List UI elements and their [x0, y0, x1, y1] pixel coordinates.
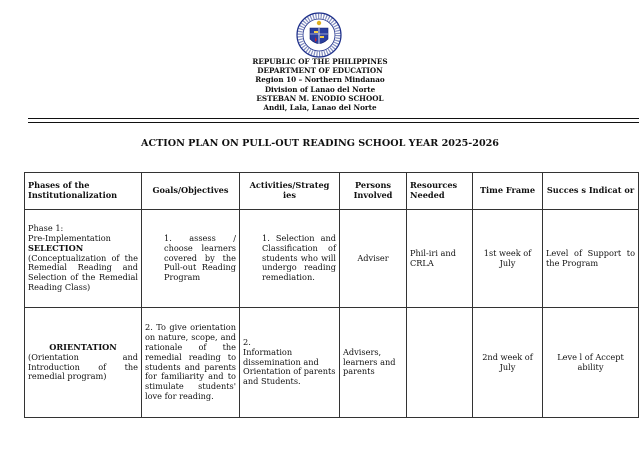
cell-indicator: Level of Support to the Program: [543, 210, 639, 308]
activity-text: Information dissemination and Orientation of parents and Students.: [243, 346, 336, 387]
header-school: ESTEBAN M. ENODIO SCHOOL: [256, 93, 384, 103]
cell-resources: Phil-iri and CRLA: [407, 210, 473, 308]
col-activities: Activities/Strateg ies: [240, 173, 340, 210]
cell-activity: [240, 308, 340, 418]
page-title: ACTION PLAN ON PULL-OUT READING SCHOOL YEAR 2025-2026: [141, 138, 499, 149]
phase-stage: Pre-Implementation: [28, 233, 111, 243]
phase-title: ORIENTATION: [49, 341, 117, 352]
col-persons: Persons Involved: [340, 173, 407, 210]
col-phases: Phases of the Institutionalization: [25, 173, 142, 210]
phase-number: Phase 1:: [28, 223, 64, 234]
header-divider-bottom: [28, 122, 639, 123]
cell-goal: 2. To give orientation on nature, scope, and rationale of the remedial reading to students and parents for familiarity and to stimulate students' love for reading.: [142, 308, 240, 418]
col-resources: Resources Needed: [407, 173, 473, 210]
cell-time: 2nd week of July: [473, 308, 543, 418]
letterhead: [0, 57, 640, 112]
deped-seal-icon: [296, 12, 342, 58]
header-division: Division of Lanao del Norte: [264, 84, 376, 94]
activity-number: 2.: [243, 337, 251, 347]
header-address: Andil, Lala, Lanao del Norte: [263, 103, 377, 113]
cell-persons: Adviser: [340, 210, 407, 308]
cell-persons: Advisers, learners and parents: [340, 308, 407, 418]
header-department: DEPARTMENT OF EDUCATION: [257, 66, 383, 76]
cell-resources: [407, 308, 473, 418]
header-region: Region 10 – Northern Mindanao: [255, 75, 385, 85]
table-row: [25, 210, 639, 308]
header-republic: REPUBLIC OF THE PHILIPPINES: [252, 57, 388, 66]
table-header-row: [25, 173, 639, 210]
col-time: Time Frame: [473, 173, 543, 210]
cell-goal: 1. assess / choose learners covered by the Pull-out Reading Program: [142, 210, 240, 308]
col-indicator: Succes s Indicat or: [543, 173, 639, 210]
cell-phase: [25, 210, 142, 308]
header-divider-top: [28, 118, 639, 119]
phase-description: (Orientation and Introduction of the remedial program): [28, 351, 138, 382]
cell-activity: 1. Selection and Classification of students who will undergo reading remediation.: [240, 210, 340, 308]
phase-title: SELECTION: [28, 242, 84, 253]
action-plan-table: [24, 172, 639, 418]
table-row: [25, 308, 639, 418]
col-goals: Goals/Objectives: [142, 173, 240, 210]
cell-phase: [25, 308, 142, 418]
phase-description: (Conceptualization of the Remedial Reading and Selection of the Remedial Reading Class): [28, 252, 138, 292]
cell-indicator: Leve l of Accept ability: [543, 308, 639, 418]
cell-time: 1st week of July: [473, 210, 543, 308]
